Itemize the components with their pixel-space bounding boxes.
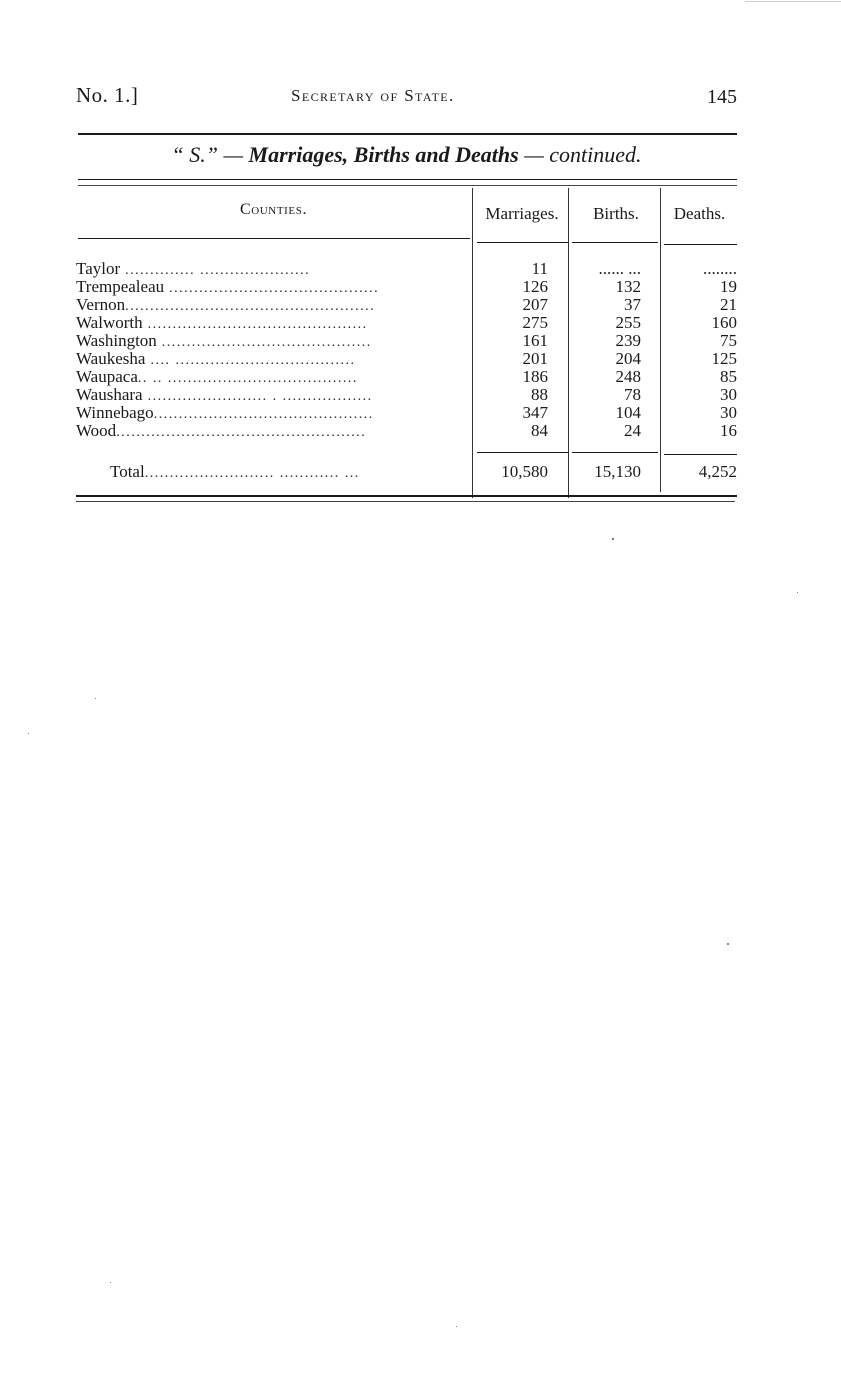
county-name: Trempealeau	[76, 278, 165, 296]
marriages-cell: 161	[522, 331, 548, 350]
births-cell: 104	[615, 403, 641, 422]
county-name: Taylor	[76, 260, 121, 278]
total-marriages: 10,580	[501, 462, 548, 481]
leader-dots: .............. ......................	[120, 263, 311, 278]
county-name: Vernon	[76, 296, 126, 314]
marriages-cell: 11	[531, 259, 548, 278]
leader-dots: .......................... ............ ...	[144, 466, 360, 481]
sum-rule-deaths	[664, 454, 737, 455]
table-row	[76, 332, 737, 350]
table-title-suffix: — continued.	[524, 142, 642, 167]
table-row	[76, 278, 737, 296]
paper-speck	[727, 943, 729, 945]
births-cell: ...... ...	[598, 259, 641, 278]
page-number: 145	[707, 86, 737, 108]
table-row	[76, 422, 737, 440]
leader-dots: ..........................................	[164, 281, 380, 296]
total-row	[76, 462, 737, 482]
leader-dots: ............................................	[153, 407, 374, 422]
county-name: Walworth	[76, 314, 143, 332]
births-cell: 132	[615, 277, 641, 296]
county-name: Winnebago	[76, 404, 154, 422]
table-top-rule	[78, 179, 737, 180]
deaths-cell: 21	[720, 295, 737, 314]
column-header-births: Births.	[593, 204, 639, 223]
table-title-main: Marriages, Births and Deaths	[248, 142, 519, 167]
table-row	[76, 314, 737, 332]
head-rule	[78, 133, 737, 135]
total-deaths: 4,252	[698, 462, 737, 481]
paper-speck	[95, 698, 96, 699]
deaths-cell: 30	[720, 403, 737, 422]
marriages-cell: 207	[522, 295, 548, 314]
paper-speck	[110, 1282, 111, 1283]
table-bottom-rule	[76, 495, 737, 497]
document-number: No. 1.]	[76, 83, 139, 107]
paper-speck	[797, 592, 798, 593]
deaths-cell: 75	[720, 331, 737, 350]
column-header-marriages: Marriages.	[485, 204, 559, 223]
column-header-deaths: Deaths.	[673, 204, 726, 223]
deaths-cell: 160	[711, 313, 737, 332]
deaths-cell: 85	[720, 367, 737, 386]
marriages-cell: 201	[522, 349, 548, 368]
running-head-title: Secretary of State.	[291, 86, 455, 105]
county-name: Waupaca	[76, 368, 138, 386]
table-row	[76, 404, 737, 422]
table-title	[76, 142, 737, 168]
table-top-rule-inner	[78, 185, 737, 186]
table-title-prefix: “ S.” —	[171, 142, 244, 167]
leader-dots: .... ....................................	[145, 353, 356, 368]
marriages-cell: 347	[522, 403, 548, 422]
county-name: Washington	[76, 332, 157, 350]
total-label: Total	[110, 462, 145, 481]
running-head	[76, 83, 737, 111]
births-cell: 37	[624, 295, 641, 314]
header-rule-counties	[78, 238, 470, 239]
deaths-cell: 125	[711, 349, 737, 368]
deaths-cell: 30	[720, 385, 737, 404]
births-cell: 204	[615, 349, 641, 368]
page-edge-line	[745, 1, 841, 2]
total-births: 15,130	[594, 462, 641, 481]
births-cell: 248	[615, 367, 641, 386]
header-rule-deaths	[664, 244, 737, 245]
column-header-counties: Counties.	[239, 201, 308, 218]
paper-speck	[28, 733, 29, 734]
deaths-cell: 16	[720, 421, 737, 440]
leader-dots: ..................................................	[116, 425, 367, 440]
county-name: Wood	[76, 422, 117, 440]
paper-speck	[612, 538, 614, 540]
header-rule-marriages	[477, 242, 568, 243]
deaths-cell: ........	[703, 259, 737, 278]
sum-rule-marriages	[477, 452, 568, 453]
leader-dots: ........................ . ..................	[142, 389, 373, 404]
table-row	[76, 386, 737, 404]
marriages-cell: 126	[522, 277, 548, 296]
marriages-cell: 275	[522, 313, 548, 332]
marriages-cell: 84	[531, 421, 548, 440]
deaths-cell: 19	[720, 277, 737, 296]
paper-speck	[456, 1326, 457, 1327]
county-name: Waukesha	[76, 350, 146, 368]
table-bottom-rule-inner	[76, 501, 735, 502]
births-cell: 78	[624, 385, 641, 404]
table-row	[76, 368, 737, 386]
leader-dots: ..........................................	[156, 335, 372, 350]
marriages-cell: 186	[522, 367, 548, 386]
table-row	[76, 296, 737, 314]
leader-dots: ............................................	[142, 317, 368, 332]
leader-dots: ..................................................	[125, 299, 376, 314]
births-cell: 24	[624, 421, 641, 440]
table-row	[76, 350, 737, 368]
table-row	[76, 260, 737, 278]
marriages-cell: 88	[531, 385, 548, 404]
sum-rule-births	[572, 452, 658, 453]
leader-dots: .. .. ......................................	[137, 371, 358, 386]
county-name: Waushara	[76, 386, 143, 404]
header-rule-births	[572, 242, 658, 243]
births-cell: 239	[615, 331, 641, 350]
births-cell: 255	[615, 313, 641, 332]
